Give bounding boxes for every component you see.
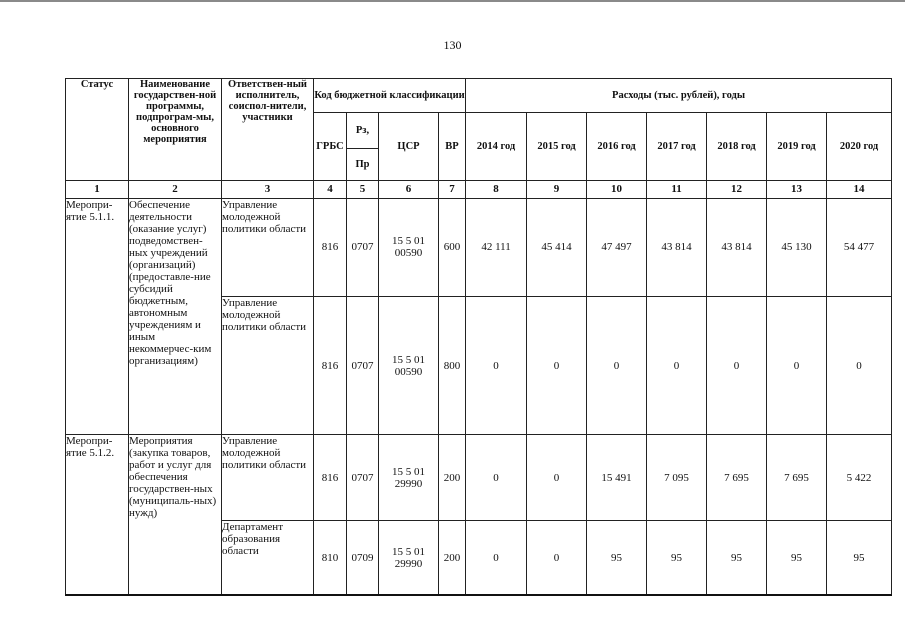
header-year-2017: 2017 год [647, 113, 707, 181]
name-cell: Мероприятия (закупка товаров, работ и услуг для обеспечения государствен-ных (муниципаль-ных) нужд) [129, 435, 222, 595]
executor-cell: Управление молодежной политики области [222, 199, 314, 297]
column-number: 2 [129, 181, 222, 199]
value-2015: 0 [527, 521, 587, 595]
value-2019: 95 [767, 521, 827, 595]
column-number: 4 [314, 181, 347, 199]
csr-part: 15 5 01 [392, 545, 425, 558]
csr-cell [379, 296, 439, 435]
vr-cell: 200 [439, 435, 466, 521]
value-2018: 0 [707, 296, 767, 435]
value-2019: 7 695 [767, 435, 827, 521]
executor-cell: Управление молодежной политики области [222, 296, 314, 435]
header-year-2015: 2015 год [527, 113, 587, 181]
csr-part: 15 5 01 [392, 465, 425, 478]
value-2017: 43 814 [647, 199, 707, 297]
value-2016: 47 497 [587, 199, 647, 297]
table-row [66, 435, 892, 521]
value-2015: 0 [527, 296, 587, 435]
rzpr-cell: 0707 [347, 199, 379, 297]
value-2017: 95 [647, 521, 707, 595]
header-budget-code: Код бюджетной классификации [314, 79, 466, 113]
rzpr-cell: 0709 [347, 521, 379, 595]
top-rule [0, 0, 905, 2]
grbs-cell: 816 [314, 199, 347, 297]
column-number: 7 [439, 181, 466, 199]
executor-cell: Управление молодежной политики области [222, 435, 314, 521]
value-2018: 95 [707, 521, 767, 595]
value-2020: 95 [827, 521, 892, 595]
value-2018: 7 695 [707, 435, 767, 521]
value-2016: 0 [587, 296, 647, 435]
csr-part: 00590 [394, 247, 423, 260]
header-pr: Пр [347, 149, 379, 181]
executor-cell: Департамент образования области [222, 521, 314, 595]
value-2020: 5 422 [827, 435, 892, 521]
header-vr: ВР [439, 113, 466, 181]
column-number: 8 [466, 181, 527, 199]
budget-table [65, 78, 892, 596]
column-number: 9 [527, 181, 587, 199]
header-year-2016: 2016 год [587, 113, 647, 181]
vr-cell: 800 [439, 296, 466, 435]
value-2016: 15 491 [587, 435, 647, 521]
value-2019: 0 [767, 296, 827, 435]
value-2017: 0 [647, 296, 707, 435]
csr-part: 15 5 01 [392, 235, 425, 248]
column-number: 5 [347, 181, 379, 199]
header-rz: Рз, [347, 113, 379, 149]
column-number: 1 [66, 181, 129, 199]
column-number: 11 [647, 181, 707, 199]
value-2014: 0 [466, 521, 527, 595]
name-cell: Обеспечение деятельности (оказание услуг) подведомствен-ных учреждений (организаций) (предоставле-ние субсидий бюджетным, автономным учреждениям и иным некоммерчес-ким организациям) [129, 199, 222, 435]
value-2020: 54 477 [827, 199, 892, 297]
status-cell: Меропри-ятие 5.1.2. [66, 435, 129, 595]
csr-part: 29990 [394, 557, 423, 570]
value-2015: 45 414 [527, 199, 587, 297]
column-number: 3 [222, 181, 314, 199]
csr-cell [379, 435, 439, 521]
csr-part: 29990 [394, 477, 423, 490]
page-number: 130 [443, 38, 462, 52]
header-csr: ЦСР [379, 113, 439, 181]
csr-cell [379, 521, 439, 595]
header-name: Наименование государствен-ной программы, подпрограм-мы, основного мероприятия [129, 79, 222, 181]
vr-cell: 200 [439, 521, 466, 595]
csr-part: 00590 [394, 365, 423, 378]
header-year-2018: 2018 год [707, 113, 767, 181]
header-expenses: Расходы (тыс. рублей), годы [466, 79, 892, 113]
value-2015: 0 [527, 435, 587, 521]
header-status: Статус [66, 79, 129, 181]
csr-part: 15 5 01 [392, 353, 425, 366]
csr-cell [379, 199, 439, 297]
header-executor: Ответствен-ный исполнитель, соиспол-нители, участники [222, 79, 314, 181]
value-2016: 95 [587, 521, 647, 595]
value-2020: 0 [827, 296, 892, 435]
value-2014: 0 [466, 435, 527, 521]
column-number: 6 [379, 181, 439, 199]
status-cell: Меропри-ятие 5.1.1. [66, 199, 129, 435]
column-number: 10 [587, 181, 647, 199]
vr-cell: 600 [439, 199, 466, 297]
header-grbs: ГРБС [314, 113, 347, 181]
value-2017: 7 095 [647, 435, 707, 521]
rzpr-cell: 0707 [347, 296, 379, 435]
table-row [66, 199, 892, 297]
grbs-cell: 810 [314, 521, 347, 595]
value-2019: 45 130 [767, 199, 827, 297]
header-year-2014: 2014 год [466, 113, 527, 181]
grbs-cell: 816 [314, 435, 347, 521]
value-2018: 43 814 [707, 199, 767, 297]
grbs-cell: 816 [314, 296, 347, 435]
value-2014: 0 [466, 296, 527, 435]
rzpr-cell: 0707 [347, 435, 379, 521]
column-number: 14 [827, 181, 892, 199]
header-year-2020: 2020 год [827, 113, 892, 181]
column-number: 12 [707, 181, 767, 199]
column-number: 13 [767, 181, 827, 199]
header-year-2019: 2019 год [767, 113, 827, 181]
value-2014: 42 111 [466, 199, 527, 297]
